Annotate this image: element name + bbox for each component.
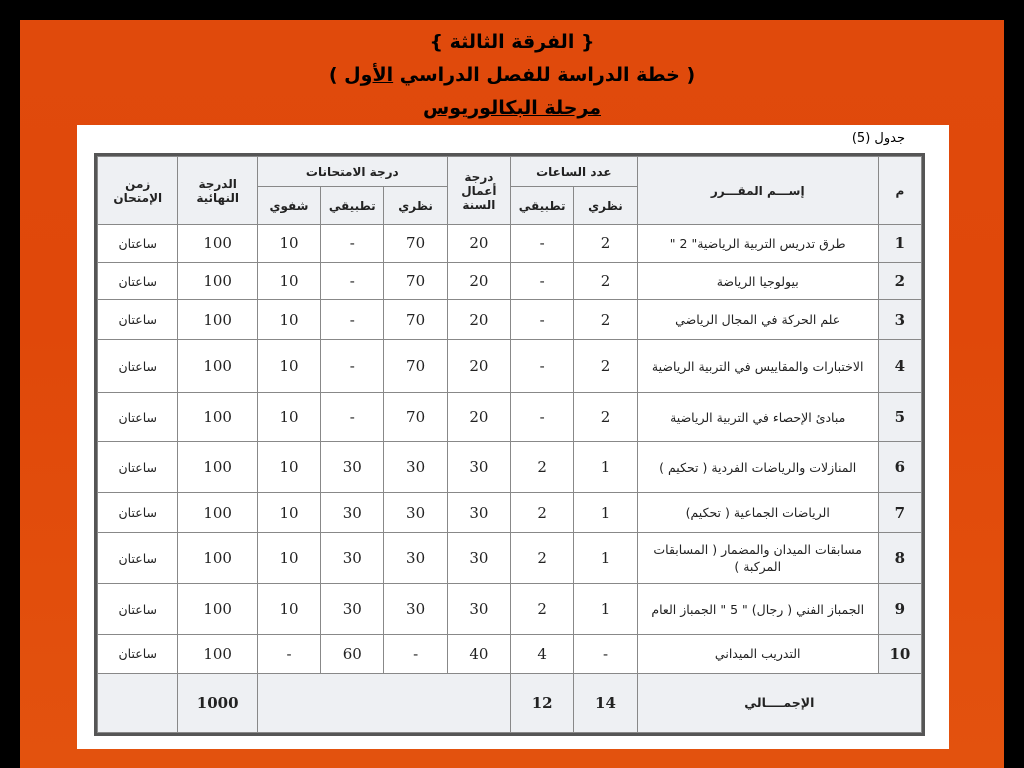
row-coursework: 20 xyxy=(447,393,510,442)
table-row xyxy=(98,225,922,263)
row-course: طرق تدريس التربية الرياضية" 2 " xyxy=(637,225,878,263)
header-exam-oral: شفوي xyxy=(257,187,320,225)
row-hours-practical: 4 xyxy=(511,635,574,674)
row-exam-practical: - xyxy=(321,340,384,393)
row-final: 100 xyxy=(178,635,257,674)
row-hours-theory: 2 xyxy=(574,225,637,263)
row-course: الرياضات الجماعية ( تحكيم) xyxy=(637,493,878,533)
row-hours-theory: 2 xyxy=(574,300,637,340)
row-coursework: 20 xyxy=(447,225,510,263)
row-exam-practical: - xyxy=(321,393,384,442)
row-duration: ساعتان xyxy=(98,584,178,635)
row-exam-practical: 30 xyxy=(321,442,384,493)
header-hours-practical: تطبيقي xyxy=(511,187,574,225)
header-exam-practical: تطبيقي xyxy=(321,187,384,225)
table-row xyxy=(98,262,922,300)
row-duration: ساعتان xyxy=(98,393,178,442)
header-hours: عدد الساعات xyxy=(511,157,638,187)
row-final: 100 xyxy=(178,442,257,493)
row-hours-practical: - xyxy=(511,262,574,300)
row-hours-practical: - xyxy=(511,225,574,263)
row-hours-practical: - xyxy=(511,340,574,393)
header-exam-theory: نظري xyxy=(384,187,447,225)
total-empty-exams xyxy=(257,673,510,732)
total-empty-duration xyxy=(98,673,178,732)
row-hours-theory: - xyxy=(574,635,637,674)
slide xyxy=(20,20,1004,768)
row-hours-practical: 2 xyxy=(511,493,574,533)
row-coursework: 20 xyxy=(447,340,510,393)
row-exam-practical: 60 xyxy=(321,635,384,674)
row-exam-oral: 10 xyxy=(257,300,320,340)
title-plan-term: الأول xyxy=(344,64,394,86)
study-plan-table xyxy=(97,156,922,733)
row-exam-theory: 70 xyxy=(384,225,447,263)
row-index: 9 xyxy=(878,584,921,635)
row-hours-practical: 2 xyxy=(511,442,574,493)
row-exam-practical: 30 xyxy=(321,493,384,533)
row-final: 100 xyxy=(178,533,257,584)
total-label: الإجمــــالي xyxy=(637,673,921,732)
row-course: علم الحركة في المجال الرياضي xyxy=(637,300,878,340)
table-caption: جدول (5) xyxy=(851,131,905,146)
row-course: مبادئ الإحصاء في التربية الرياضية xyxy=(637,393,878,442)
row-index: 1 xyxy=(878,225,921,263)
row-hours-theory: 2 xyxy=(574,340,637,393)
table-row xyxy=(98,493,922,533)
header-duration: زمن الإمتحان xyxy=(98,157,178,225)
row-exam-practical: 30 xyxy=(321,584,384,635)
row-course: التدريب الميداني xyxy=(637,635,878,674)
title-year: { الفرقة الثالثة } xyxy=(429,31,595,53)
header-course: إســـم المقـــرر xyxy=(637,157,878,225)
row-hours-theory: 1 xyxy=(574,584,637,635)
row-coursework: 30 xyxy=(447,442,510,493)
table-row xyxy=(98,533,922,584)
row-coursework: 30 xyxy=(447,584,510,635)
title-stage: مرحلة البكالوريوس xyxy=(422,97,601,119)
row-index: 8 xyxy=(878,533,921,584)
row-course: مسابقات الميدان والمضمار ( المسابقات المركبة ) xyxy=(637,533,878,584)
row-exam-theory: 70 xyxy=(384,300,447,340)
row-final: 100 xyxy=(178,393,257,442)
total-row xyxy=(98,673,922,732)
table-sheet xyxy=(77,125,949,749)
row-hours-practical: 2 xyxy=(511,584,574,635)
row-index: 6 xyxy=(878,442,921,493)
row-final: 100 xyxy=(178,262,257,300)
header-coursework: درجة أعمال السنة xyxy=(447,157,510,225)
table-frame xyxy=(94,153,925,736)
row-duration: ساعتان xyxy=(98,262,178,300)
row-exam-theory: 70 xyxy=(384,262,447,300)
row-exam-oral: 10 xyxy=(257,225,320,263)
row-hours-theory: 1 xyxy=(574,442,637,493)
row-index: 7 xyxy=(878,493,921,533)
row-final: 100 xyxy=(178,584,257,635)
title-plan-suffix: ) xyxy=(328,64,345,86)
row-final: 100 xyxy=(178,300,257,340)
row-hours-theory: 2 xyxy=(574,262,637,300)
header-index: م xyxy=(878,157,921,225)
row-exam-oral: 10 xyxy=(257,393,320,442)
row-index: 3 xyxy=(878,300,921,340)
row-hours-practical: 2 xyxy=(511,533,574,584)
row-duration: ساعتان xyxy=(98,533,178,584)
row-hours-theory: 2 xyxy=(574,393,637,442)
row-exam-practical: 30 xyxy=(321,533,384,584)
row-exam-oral: 10 xyxy=(257,533,320,584)
row-course: الجمباز الفني ( رجال) " 5 " الجمباز العام xyxy=(637,584,878,635)
row-coursework: 30 xyxy=(447,493,510,533)
row-exam-theory: 70 xyxy=(384,393,447,442)
table-row xyxy=(98,584,922,635)
row-exam-oral: 10 xyxy=(257,584,320,635)
row-course: المنازلات والرياضات الفردية ( تحكيم ) xyxy=(637,442,878,493)
row-index: 4 xyxy=(878,340,921,393)
row-coursework: 30 xyxy=(447,533,510,584)
row-coursework: 20 xyxy=(447,262,510,300)
row-hours-practical: - xyxy=(511,300,574,340)
table-row xyxy=(98,442,922,493)
row-exam-theory: 30 xyxy=(384,493,447,533)
total-final: 1000 xyxy=(178,673,257,732)
table-row xyxy=(98,635,922,674)
row-hours-theory: 1 xyxy=(574,493,637,533)
row-hours-theory: 1 xyxy=(574,533,637,584)
row-duration: ساعتان xyxy=(98,300,178,340)
row-exam-practical: - xyxy=(321,300,384,340)
row-coursework: 40 xyxy=(447,635,510,674)
row-exam-theory: 30 xyxy=(384,584,447,635)
table-row xyxy=(98,300,922,340)
title-plan xyxy=(20,59,1004,92)
row-duration: ساعتان xyxy=(98,493,178,533)
row-exam-practical: - xyxy=(321,225,384,263)
row-duration: ساعتان xyxy=(98,340,178,393)
row-exam-oral: 10 xyxy=(257,442,320,493)
row-exam-theory: 30 xyxy=(384,442,447,493)
row-index: 5 xyxy=(878,393,921,442)
header-exams: درجة الامتحانات xyxy=(257,157,447,187)
row-duration: ساعتان xyxy=(98,442,178,493)
total-hours-theory: 14 xyxy=(574,673,637,732)
row-exam-oral: 10 xyxy=(257,262,320,300)
row-final: 100 xyxy=(178,493,257,533)
row-coursework: 20 xyxy=(447,300,510,340)
row-course: الاختبارات والمقاييس في التربية الرياضية xyxy=(637,340,878,393)
row-duration: ساعتان xyxy=(98,635,178,674)
table-row xyxy=(98,393,922,442)
row-exam-oral: 10 xyxy=(257,493,320,533)
row-exam-theory: 70 xyxy=(384,340,447,393)
total-hours-practical: 12 xyxy=(511,673,574,732)
title-plan-prefix: ( خطة الدراسة للفصل الدراسي xyxy=(393,64,696,86)
table-row xyxy=(98,340,922,393)
row-course: بيولوجيا الرياضة xyxy=(637,262,878,300)
row-index: 2 xyxy=(878,262,921,300)
row-exam-oral: 10 xyxy=(257,340,320,393)
header-hours-theory: نظري xyxy=(574,187,637,225)
row-exam-theory: - xyxy=(384,635,447,674)
row-final: 100 xyxy=(178,340,257,393)
header-final: الدرجة النهائية xyxy=(178,157,257,225)
row-duration: ساعتان xyxy=(98,225,178,263)
row-exam-oral: - xyxy=(257,635,320,674)
row-exam-practical: - xyxy=(321,262,384,300)
row-exam-theory: 30 xyxy=(384,533,447,584)
row-hours-practical: - xyxy=(511,393,574,442)
row-index: 10 xyxy=(878,635,921,674)
slide-titles xyxy=(20,26,1004,125)
row-final: 100 xyxy=(178,225,257,263)
